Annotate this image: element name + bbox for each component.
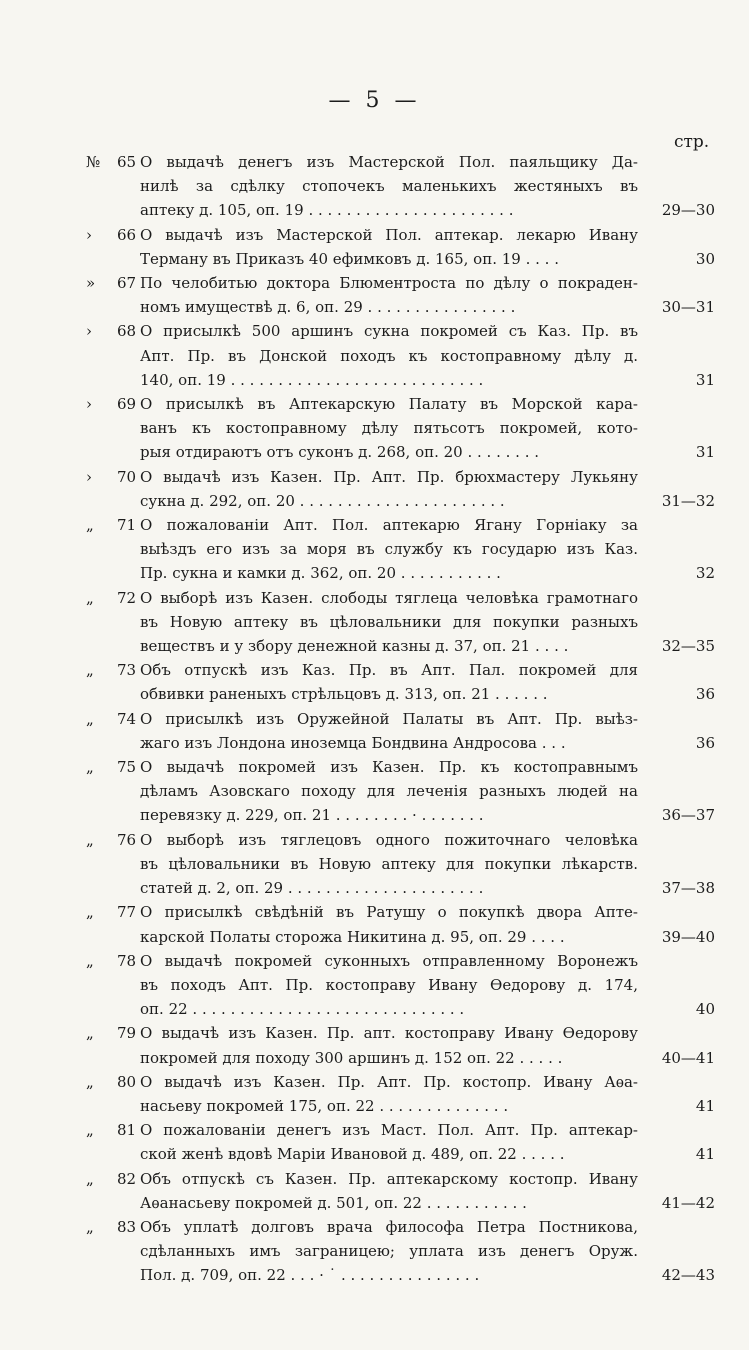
toc-entry <box>0 828 749 901</box>
entry-pages: 37—38 <box>661 879 715 898</box>
toc-entry <box>0 755 749 828</box>
entry-text <box>140 586 638 659</box>
entry-number: 82 <box>117 1169 137 1188</box>
entry-pages: 29—30 <box>661 201 715 220</box>
toc-entry <box>0 150 749 223</box>
entry-marker: „ <box>86 1217 94 1236</box>
pages-column-header: стр. <box>674 132 710 152</box>
entry-line: статей д. 2, оп. 29 . . . . . . . . . . . . . . . . . . . . . <box>140 879 484 898</box>
toc-entry <box>0 465 749 513</box>
entry-text <box>140 828 638 901</box>
entry-text <box>140 658 638 706</box>
entry-line: Объ отпускѣ съ Казен. Пр. аптекарскому костопр. Ивану <box>140 1169 638 1188</box>
entry-marker: › <box>86 395 92 414</box>
entry-line: покромей для походу 300 аршинъ д. 152 оп. 22 . . . . . <box>140 1048 563 1067</box>
toc-entry <box>0 949 749 1022</box>
toc-entry <box>0 1070 749 1118</box>
entry-pages: 36 <box>695 685 715 704</box>
entry-marker: „ <box>86 588 94 607</box>
entry-pages: 36—37 <box>661 806 715 825</box>
entry-line: веществъ и у збору денежной казны д. 37, оп. 21 . . . . <box>140 637 569 656</box>
entry-line: перевязку д. 229, оп. 21 . . . . . . . . · . . . . . . . <box>140 806 484 825</box>
entry-line: обвивки раненыхъ стрѣльцовъ д. 313, оп. 21 . . . . . . <box>140 685 548 704</box>
entry-marker: „ <box>86 516 94 535</box>
entry-text <box>140 319 638 392</box>
entry-text <box>140 150 638 223</box>
entry-pages: 32 <box>695 564 715 583</box>
entry-line: О выдачѣ изъ Казен. Пр. апт. костоправу Ивану Ѳедорову <box>140 1024 638 1043</box>
toc-entry <box>0 1021 749 1069</box>
entry-text <box>140 755 638 828</box>
entry-line: Пр. сукна и камки д. 362, оп. 20 . . . . . . . . . . . <box>140 564 501 583</box>
entry-line: въ Новую аптеку въ цѣловальники для покупки разныхъ <box>140 612 638 631</box>
toc-entry <box>0 658 749 706</box>
entry-marker: » <box>86 274 96 293</box>
entry-pages: 31 <box>695 370 715 389</box>
entry-pages: 30 <box>695 249 715 268</box>
entry-line: Объ уплатѣ долговъ врача философа Петра Постникова, <box>140 1217 638 1236</box>
entry-text <box>140 1167 638 1215</box>
entry-line: По челобитью доктора Блюментроста по дѣлу о покраден- <box>140 274 638 293</box>
entry-line: О пожалованіи Апт. Пол. аптекарю Ягану Горніаку за <box>140 516 638 535</box>
entry-line: ской женѣ вдовѣ Маріи Ивановой д. 489, оп. 22 . . . . . <box>140 1145 565 1164</box>
entry-number: 65 <box>117 153 137 171</box>
entry-text <box>140 271 638 319</box>
entry-marker: № <box>86 153 101 171</box>
entry-marker: „ <box>86 903 94 922</box>
entry-pages: 41—42 <box>661 1193 715 1212</box>
entry-number: 78 <box>117 951 137 970</box>
entry-line: О выборѣ изъ Казен. слободы тяглеца человѣка грамотнаго <box>140 588 638 607</box>
entry-text <box>140 1118 638 1166</box>
entry-marker: „ <box>86 1169 94 1188</box>
entry-pages: 41 <box>695 1096 715 1115</box>
entry-line: оп. 22 . . . . . . . . . . . . . . . . . . . . . . . . . . . . . <box>140 1000 465 1019</box>
entry-number: 67 <box>117 274 137 293</box>
toc-entry <box>0 271 749 319</box>
entry-line: въ цѣловальники въ Новую аптеку для покупки лѣкарств. <box>140 854 638 873</box>
entry-line: О выдачѣ изъ Мастерской Пол. аптекар. лекарю Ивану <box>140 225 638 244</box>
entry-number: 81 <box>117 1121 137 1140</box>
entry-pages: 40—41 <box>661 1048 715 1067</box>
table-of-contents <box>0 150 749 1288</box>
entry-text <box>140 513 638 586</box>
entry-line: О выдачѣ покромей суконныхъ отправленному Воронежъ <box>140 951 638 970</box>
entry-line: О выдачѣ изъ Казен. Пр. Апт. Пр. брюхмастеру Лукьяну <box>140 467 638 486</box>
toc-entry <box>0 223 749 271</box>
entry-line: номъ имуществѣ д. 6, оп. 29 . . . . . . . . . . . . . . . . <box>140 298 516 317</box>
entry-number: 74 <box>117 709 137 728</box>
toc-entry <box>0 900 749 948</box>
entry-number: 73 <box>117 661 137 680</box>
entry-marker: „ <box>86 1121 94 1140</box>
entry-pages: 36 <box>695 733 715 752</box>
entry-number: 70 <box>117 467 137 486</box>
entry-text <box>140 900 638 948</box>
entry-line: О выборѣ изъ тяглецовъ одного пожиточнаго человѣка <box>140 830 638 849</box>
page-number: — 5 — <box>328 88 421 113</box>
entry-marker: „ <box>86 830 94 849</box>
entry-text <box>140 707 638 755</box>
entry-line: О присылкѣ изъ Оружейной Палаты въ Апт. Пр. выѣз- <box>140 709 638 728</box>
entry-pages: 40 <box>695 1000 715 1019</box>
entry-line: жаго изъ Лондона иноземца Бондвина Андросова . . . <box>140 733 566 752</box>
entry-number: 66 <box>117 225 137 244</box>
entry-number: 68 <box>117 322 137 341</box>
entry-line: сукна д. 292, оп. 20 . . . . . . . . . . . . . . . . . . . . . . <box>140 491 505 510</box>
entry-text <box>140 465 638 513</box>
entry-text <box>140 1070 638 1118</box>
entry-text <box>140 392 638 465</box>
toc-entry <box>0 513 749 586</box>
toc-entry <box>0 1167 749 1215</box>
entry-line: О пожалованіи денегъ изъ Маст. Пол. Апт. Пр. аптекар- <box>140 1121 638 1140</box>
entry-line: ванъ къ костоправному дѣлу пятьсотъ покромей, кото- <box>140 419 638 438</box>
entry-line: 140, оп. 19 . . . . . . . . . . . . . . . . . . . . . . . . . . . <box>140 370 484 389</box>
entry-line: нилѣ за сдѣлку стопочекъ маленькихъ жестяныхъ въ <box>140 177 638 196</box>
entry-marker: „ <box>86 1024 94 1043</box>
entry-pages: 41 <box>695 1145 715 1164</box>
entry-pages: 30—31 <box>661 298 715 317</box>
toc-entry <box>0 1118 749 1166</box>
entry-text <box>140 223 638 271</box>
entry-line: рыя отдираютъ отъ суконъ д. 268, оп. 20 . . . . . . . . <box>140 443 540 462</box>
entry-line: Аѳанасьеву покромей д. 501, оп. 22 . . . . . . . . . . . <box>140 1193 527 1212</box>
entry-text <box>140 949 638 1022</box>
toc-entry <box>0 707 749 755</box>
entry-line: О присылкѣ свѣдѣній въ Ратушу о покупкѣ двора Апте- <box>140 903 638 922</box>
entry-line: Объ отпускѣ изъ Каз. Пр. въ Апт. Пал. покромей для <box>140 661 638 680</box>
entry-number: 71 <box>117 516 137 535</box>
entry-pages: 42—43 <box>661 1266 715 1285</box>
entry-pages: 31 <box>695 443 715 462</box>
entry-line: О присылкѣ въ Аптекарскую Палату въ Морской кара- <box>140 395 638 414</box>
entry-line: Пол. д. 709, оп. 22 . . . · ˙ . . . . . . . . . . . . . . . <box>140 1266 480 1285</box>
entry-line: въ походъ Апт. Пр. костоправу Ивану Ѳедорову д. 174, <box>140 975 638 994</box>
entry-pages: 39—40 <box>661 927 715 946</box>
entry-line: сдѣланныхъ имъ заграницею; уплата изъ денегъ Оруж. <box>140 1242 638 1261</box>
entry-line: дѣламъ Азовскаго походу для леченія разныхъ людей на <box>140 782 638 801</box>
entry-line: аптеку д. 105, оп. 19 . . . . . . . . . . . . . . . . . . . . . . <box>140 201 514 220</box>
entry-pages: 32—35 <box>661 637 715 656</box>
entry-marker: › <box>86 225 92 244</box>
toc-entry <box>0 586 749 659</box>
entry-number: 79 <box>117 1024 137 1043</box>
entry-pages: 31—32 <box>661 491 715 510</box>
entry-text <box>140 1021 638 1069</box>
toc-entry <box>0 392 749 465</box>
entry-number: 77 <box>117 903 137 922</box>
entry-line: насьеву покромей 175, оп. 22 . . . . . . . . . . . . . . <box>140 1096 509 1115</box>
entry-line: выѣздъ его изъ за моря въ службу къ государю изъ Каз. <box>140 540 638 559</box>
entry-marker: „ <box>86 661 94 680</box>
entry-number: 75 <box>117 758 137 777</box>
toc-entry <box>0 319 749 392</box>
entry-text <box>140 1215 638 1288</box>
entry-line: О выдачѣ изъ Казен. Пр. Апт. Пр. костопр. Ивану Аѳа- <box>140 1072 638 1091</box>
entry-marker: › <box>86 467 92 486</box>
entry-line: карской Полаты сторожа Никитина д. 95, оп. 29 . . . . <box>140 927 565 946</box>
entry-line: О выдачѣ денегъ изъ Мастерской Пол. паяльщику Да- <box>140 153 638 171</box>
entry-marker: „ <box>86 758 94 777</box>
entry-line: О выдачѣ покромей изъ Казен. Пр. къ костоправнымъ <box>140 758 638 777</box>
entry-line: Апт. Пр. въ Донской походъ къ костоправному дѣлу д. <box>140 346 638 365</box>
entry-number: 72 <box>117 588 137 607</box>
entry-number: 76 <box>117 830 137 849</box>
entry-marker: „ <box>86 709 94 728</box>
entry-marker: „ <box>86 1072 94 1091</box>
entry-marker: › <box>86 322 92 341</box>
entry-number: 80 <box>117 1072 137 1091</box>
entry-number: 83 <box>117 1217 137 1236</box>
entry-marker: „ <box>86 951 94 970</box>
toc-entry <box>0 1215 749 1288</box>
entry-line: Терману въ Приказъ 40 ефимковъ д. 165, оп. 19 . . . . <box>140 249 559 268</box>
entry-line: О присылкѣ 500 аршинъ сукна покромей съ Каз. Пр. въ <box>140 322 638 341</box>
entry-number: 69 <box>117 395 137 414</box>
